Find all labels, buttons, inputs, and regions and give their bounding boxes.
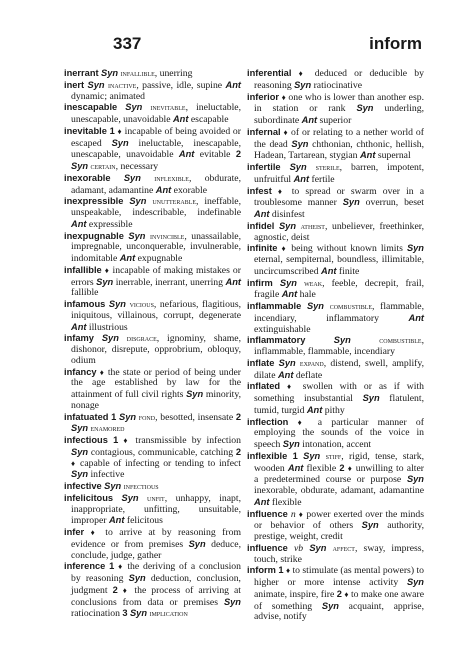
headword: inferential [247,68,292,78]
cross-reference: stiff [325,450,342,461]
dictionary-entry: inform 1 ♦ to stimulate (as mental powers) to higher or more intense activity Syn animate, inspire, fire 2 ♦ to make one aware of something Syn acquaint, apprise, advise, notify [247,565,425,623]
usage-label: Ant [306,404,323,415]
part-of-speech: vb [294,542,304,554]
diamond-marker: ♦ [283,127,289,137]
dictionary-entry: infelicitous Syn unfit, unhappy, inapt, inappropriate, unfitting, unsuitable, improper Ant felicitous [64,492,241,527]
guide-word: inform [369,34,422,53]
usage-label: Ant [254,496,270,507]
diamond-marker: ♦ [285,566,291,576]
usage-label: Syn [87,79,105,90]
cross-reference: sterile [315,162,340,172]
cross-reference: vicious [129,299,154,309]
headword: infertile [247,162,281,172]
sense-number: 2 [235,411,242,422]
usage-label: Syn [223,596,241,607]
dictionary-entry: infer ♦ to arrive at by reasoning from evidence or from premises Syn deduce, conclude, judge, gather [64,527,241,561]
usage-label: Ant [281,289,298,300]
diamond-marker: ♦ [117,126,122,136]
dictionary-entry: inert Syn inactive, passive, idle, supine Ant dynamic; animated [64,79,241,102]
cross-reference: enamored [90,423,125,434]
sense-number: 1 [109,125,115,136]
usage-label: Ant [71,218,87,229]
sense-number: 2 [235,446,241,457]
usage-label: Syn [104,481,122,491]
usage-label: Syn [406,577,424,587]
usage-label: Syn [291,138,309,149]
diamond-marker: ♦ [118,562,124,572]
headword: inflexible [247,450,288,461]
cross-reference: infallible [120,68,155,78]
headword: infective [64,481,102,491]
usage-label: Syn [71,446,89,457]
headword: infidel [247,220,275,231]
sense-number: 2 [336,588,342,599]
dictionary-entry: inexpugnable Syn invincible, unassailable, impregnable, unconquerable, invulnerable, indomitable Ant expugnable [64,230,241,264]
usage-label: Syn [333,335,351,346]
cross-reference: disgrace [126,333,157,344]
headword: influence [247,542,288,553]
usage-label: Ant [155,184,172,195]
usage-label: Syn [361,520,379,531]
dictionary-entry: infinite ♦ being without known limits Syn eternal, sempiternal, boundless, illimitable, uncircumscribed Ant finite [247,243,424,277]
diamond-marker: ♦ [122,585,130,595]
usage-label: Syn [71,469,89,480]
dictionary-entry: infancy ♦ the state or period of being under the age established by law for the attainment of full civil rights Syn minority, nonage [64,366,242,411]
cross-reference: combustible [379,335,422,346]
headword: inflammatory [247,335,306,346]
headword: inflate [247,357,275,368]
cross-reference: implication [149,608,188,619]
dictionary-entry: infernal ♦ of or relating to a nether world of the dead Syn chthonian, chthonic, hellish, Hadean, Tartarean, stygian Ant supernal [247,126,425,162]
usage-label: Syn [186,389,204,399]
headword: infallible [64,264,102,275]
dictionary-entry: infamous Syn vicious, nefarious, flagitious, iniquitous, villainous, corrupt, degenerate Ant illustrious [64,299,242,333]
usage-label: Syn [101,68,119,78]
headword: infernal [247,126,281,137]
usage-label: Ant [359,150,376,161]
usage-label: Syn [119,411,137,422]
usage-label: Syn [108,299,126,309]
dictionary-entry: inference 1 ♦ the deriving of a conclusion by reasoning Syn deduction, conclusion, judgment 2 ♦ the process of arriving at conclusions from data or premises Syn ratiocination 3 Syn implication [64,561,241,620]
usage-label: Syn [129,196,147,207]
headword: infancy [64,366,97,377]
diamond-marker: ♦ [347,463,353,473]
sense-number: 3 [122,608,128,619]
headword: influence [247,508,288,519]
cross-reference: weak [304,277,323,288]
usage-label: Syn [294,79,312,90]
cross-reference: inflexible [154,172,189,183]
diamond-marker: ♦ [298,69,308,78]
left-column [64,68,241,620]
dictionary-entry: infertile Syn sterile, barren, impotent, unfruitful Ant fertile [247,162,425,185]
headword: infectious [64,435,108,445]
diamond-marker: ♦ [287,382,296,392]
headword: inexpugnable [64,230,124,241]
cross-reference: invincible [149,230,185,241]
usage-label: Syn [406,243,424,254]
diamond-marker: ♦ [99,367,105,377]
part-of-speech: n [290,508,296,520]
dictionary-entry: inflexible 1 Syn stiff, rigid, tense, stark, wooden Ant flexible 2 ♦ unwilling to alter a predetermined course or purpose Syn inexorable, obdurate, adamant, adamantine Ant flexible [247,450,425,508]
dictionary-entry: inflate Syn expand, distend, swell, amplify, dilate Ant deflate [247,357,425,381]
dictionary-entry: infatuated 1 Syn fond, besotted, insensate 2 Syn enamored [64,411,242,434]
usage-label: Syn [125,102,143,113]
usage-label: Ant [225,276,241,287]
usage-label: Syn [188,538,206,549]
usage-label: Syn [282,439,300,449]
dictionary-entry: infectious 1 ♦ transmissible by infection Syn contagious, communicable, catching 2 ♦ capable of infecting or tending to infect Syn infective [64,435,241,481]
usage-label: Syn [128,230,146,241]
usage-label: Ant [172,114,189,124]
headword: infatuated [64,411,109,422]
usage-label: Ant [277,369,294,380]
usage-label: Ant [225,79,241,90]
dictionary-entry: inferior ♦ one who is lower than another esp. in station or rank Syn underling, subordinate Ant superior [247,91,424,126]
headword: inflated [247,381,281,392]
sense-number: 1 [278,565,284,576]
usage-label: Ant [108,515,125,526]
usage-label: Ant [71,321,87,332]
dictionary-entry: inerrant Syn infallible, unerring [64,68,193,79]
diamond-marker: ♦ [281,244,288,254]
headword: inflammable [247,301,302,311]
diamond-marker: ♦ [281,92,286,102]
headword: infer [64,527,85,537]
headword: infamous [64,299,106,309]
headword: inerrant [64,68,99,78]
cross-reference: affect [332,542,355,553]
dictionary-entry: influence vb Syn affect, sway, impress, touch, strike [247,542,424,565]
cross-reference: unutterable [152,196,197,207]
usage-label: Syn [278,357,296,368]
usage-label: Syn [303,450,321,461]
sense-number: 2 [235,149,241,160]
usage-label: Syn [306,301,324,311]
cross-reference: atheist [300,220,325,231]
diamond-marker: ♦ [123,436,131,445]
headword: inevitable [64,125,107,136]
sense-number: 1 [113,435,119,445]
usage-label: Ant [320,265,337,276]
usage-label: Ant [287,462,304,473]
dictionary-entry: inferential ♦ deduced or deducible by reasoning Syn ratiocinative [247,68,424,91]
headword: infest [247,185,272,196]
dictionary-entry: infamy Syn disgrace, ignominy, shame, dishonor, disrepute, opprobrium, obloquy, odium [64,333,241,366]
headword: inference [64,561,106,572]
dictionary-entry: infirm Syn weak, feeble, decrepit, frail, fragile Ant hale [247,277,425,301]
right-column [247,68,424,623]
cross-reference: unfit [147,492,165,503]
cross-reference: combustible [329,301,373,311]
headword: inferior [247,91,280,102]
diamond-marker: ♦ [277,186,286,196]
dictionary-entry: inexorable Syn inflexible, obdurate, adamant, adamantine Ant exorable [64,172,242,196]
dictionary-entry: inevitable 1 ♦ incapable of being avoided or escaped Syn ineluctable, inescapable, unescapable, unavoidable Ant evitable 2 Syn certain, necessary [64,125,241,172]
headword: inflection [247,416,289,427]
usage-label: Syn [309,542,327,553]
cross-reference: inevitable [150,102,186,113]
usage-label: Syn [96,276,114,287]
usage-label: Syn [101,333,119,344]
usage-label: Syn [128,573,146,583]
cross-reference: inactive [108,79,137,90]
usage-label: Syn [71,161,89,171]
diamond-marker: ♦ [298,509,304,519]
cross-reference: certain [90,161,116,171]
sense-number: 1 [292,450,298,461]
headword: infamy [64,333,94,344]
usage-label: Syn [111,137,129,148]
headword: inexpressible [64,196,124,207]
headword: inform [247,565,276,576]
headword: infinite [247,243,278,254]
sense-number: 2 [339,462,345,473]
usage-label: Ant [301,115,318,125]
sense-number: 1 [109,561,115,572]
dictionary-entry [64,481,241,493]
dictionary-entry: inexpressible Syn unutterable, ineffable, unspeakable, indescribable, indefinable Ant expressible [64,196,242,230]
usage-label: Syn [123,172,141,183]
usage-label: Ant [119,253,136,263]
cross-reference: expand [299,357,324,368]
dictionary-entry: inflated ♦ swollen with or as if with something insubstantial Syn flatulent, tumid, turgid Ant pithy [247,381,425,416]
dictionary-entry: inescapable Syn inevitable, ineluctable, unescapable, unavoidable Ant escapable [64,102,242,125]
usage-label: Syn [362,393,380,403]
usage-label: Syn [356,103,374,114]
diamond-marker: ♦ [297,417,309,427]
headword: inexorable [64,172,111,183]
usage-label: Ant [254,209,270,219]
page-number: 337 [113,34,142,53]
cross-reference: infectious [123,481,159,491]
dictionary-entry: infidel Syn atheist, unbeliever, freethinker, agnostic, deist [247,220,425,243]
dictionary-entry: inflection ♦ a particular manner of employing the sounds of the voice in speech Syn intonation, accent [247,416,424,450]
dictionary-entry: infest ♦ to spread or swarm over in a troublesome manner Syn overrun, beset Ant disinfest [247,185,424,220]
usage-label: Syn [342,197,360,208]
headword: infirm [247,277,273,288]
diamond-marker: ♦ [90,528,99,537]
headword: infelicitous [64,492,114,503]
usage-label: Syn [321,600,339,611]
usage-label: Syn [279,277,297,288]
usage-label: Syn [406,474,424,485]
diamond-marker: ♦ [104,265,110,275]
headword: inert [64,79,85,90]
usage-label: Syn [278,220,297,231]
dictionary-entry: influence n ♦ power exerted over the minds or behavior of others Syn authority, prestige, weight, credit [247,508,424,542]
usage-label: Ant [178,149,195,160]
usage-label: Ant [408,312,424,323]
headword: inescapable [64,102,118,113]
usage-label: Ant [293,173,310,184]
usage-label: Syn [289,162,307,172]
usage-label: Syn [71,423,89,434]
usage-label: Syn [129,608,148,619]
sense-number: 2 [112,584,118,595]
cross-reference: fond [138,411,156,422]
usage-label: Syn [121,492,139,503]
dictionary-entry: inflammable Syn combustible, flammable, incendiary, inflammatory Ant extinguishable [247,301,424,335]
diamond-marker: ♦ [71,458,77,468]
diamond-marker: ♦ [344,589,349,599]
dictionary-entry: infallible ♦ incapable of making mistakes or errors Syn inerrable, inerrant, unerring Ant fallible [64,264,241,299]
page-header [0,34,462,56]
sense-number: 1 [111,411,117,422]
dictionary-entry: inflammatory Syn combustible, inflammable, flammable, incendiary [247,335,424,357]
